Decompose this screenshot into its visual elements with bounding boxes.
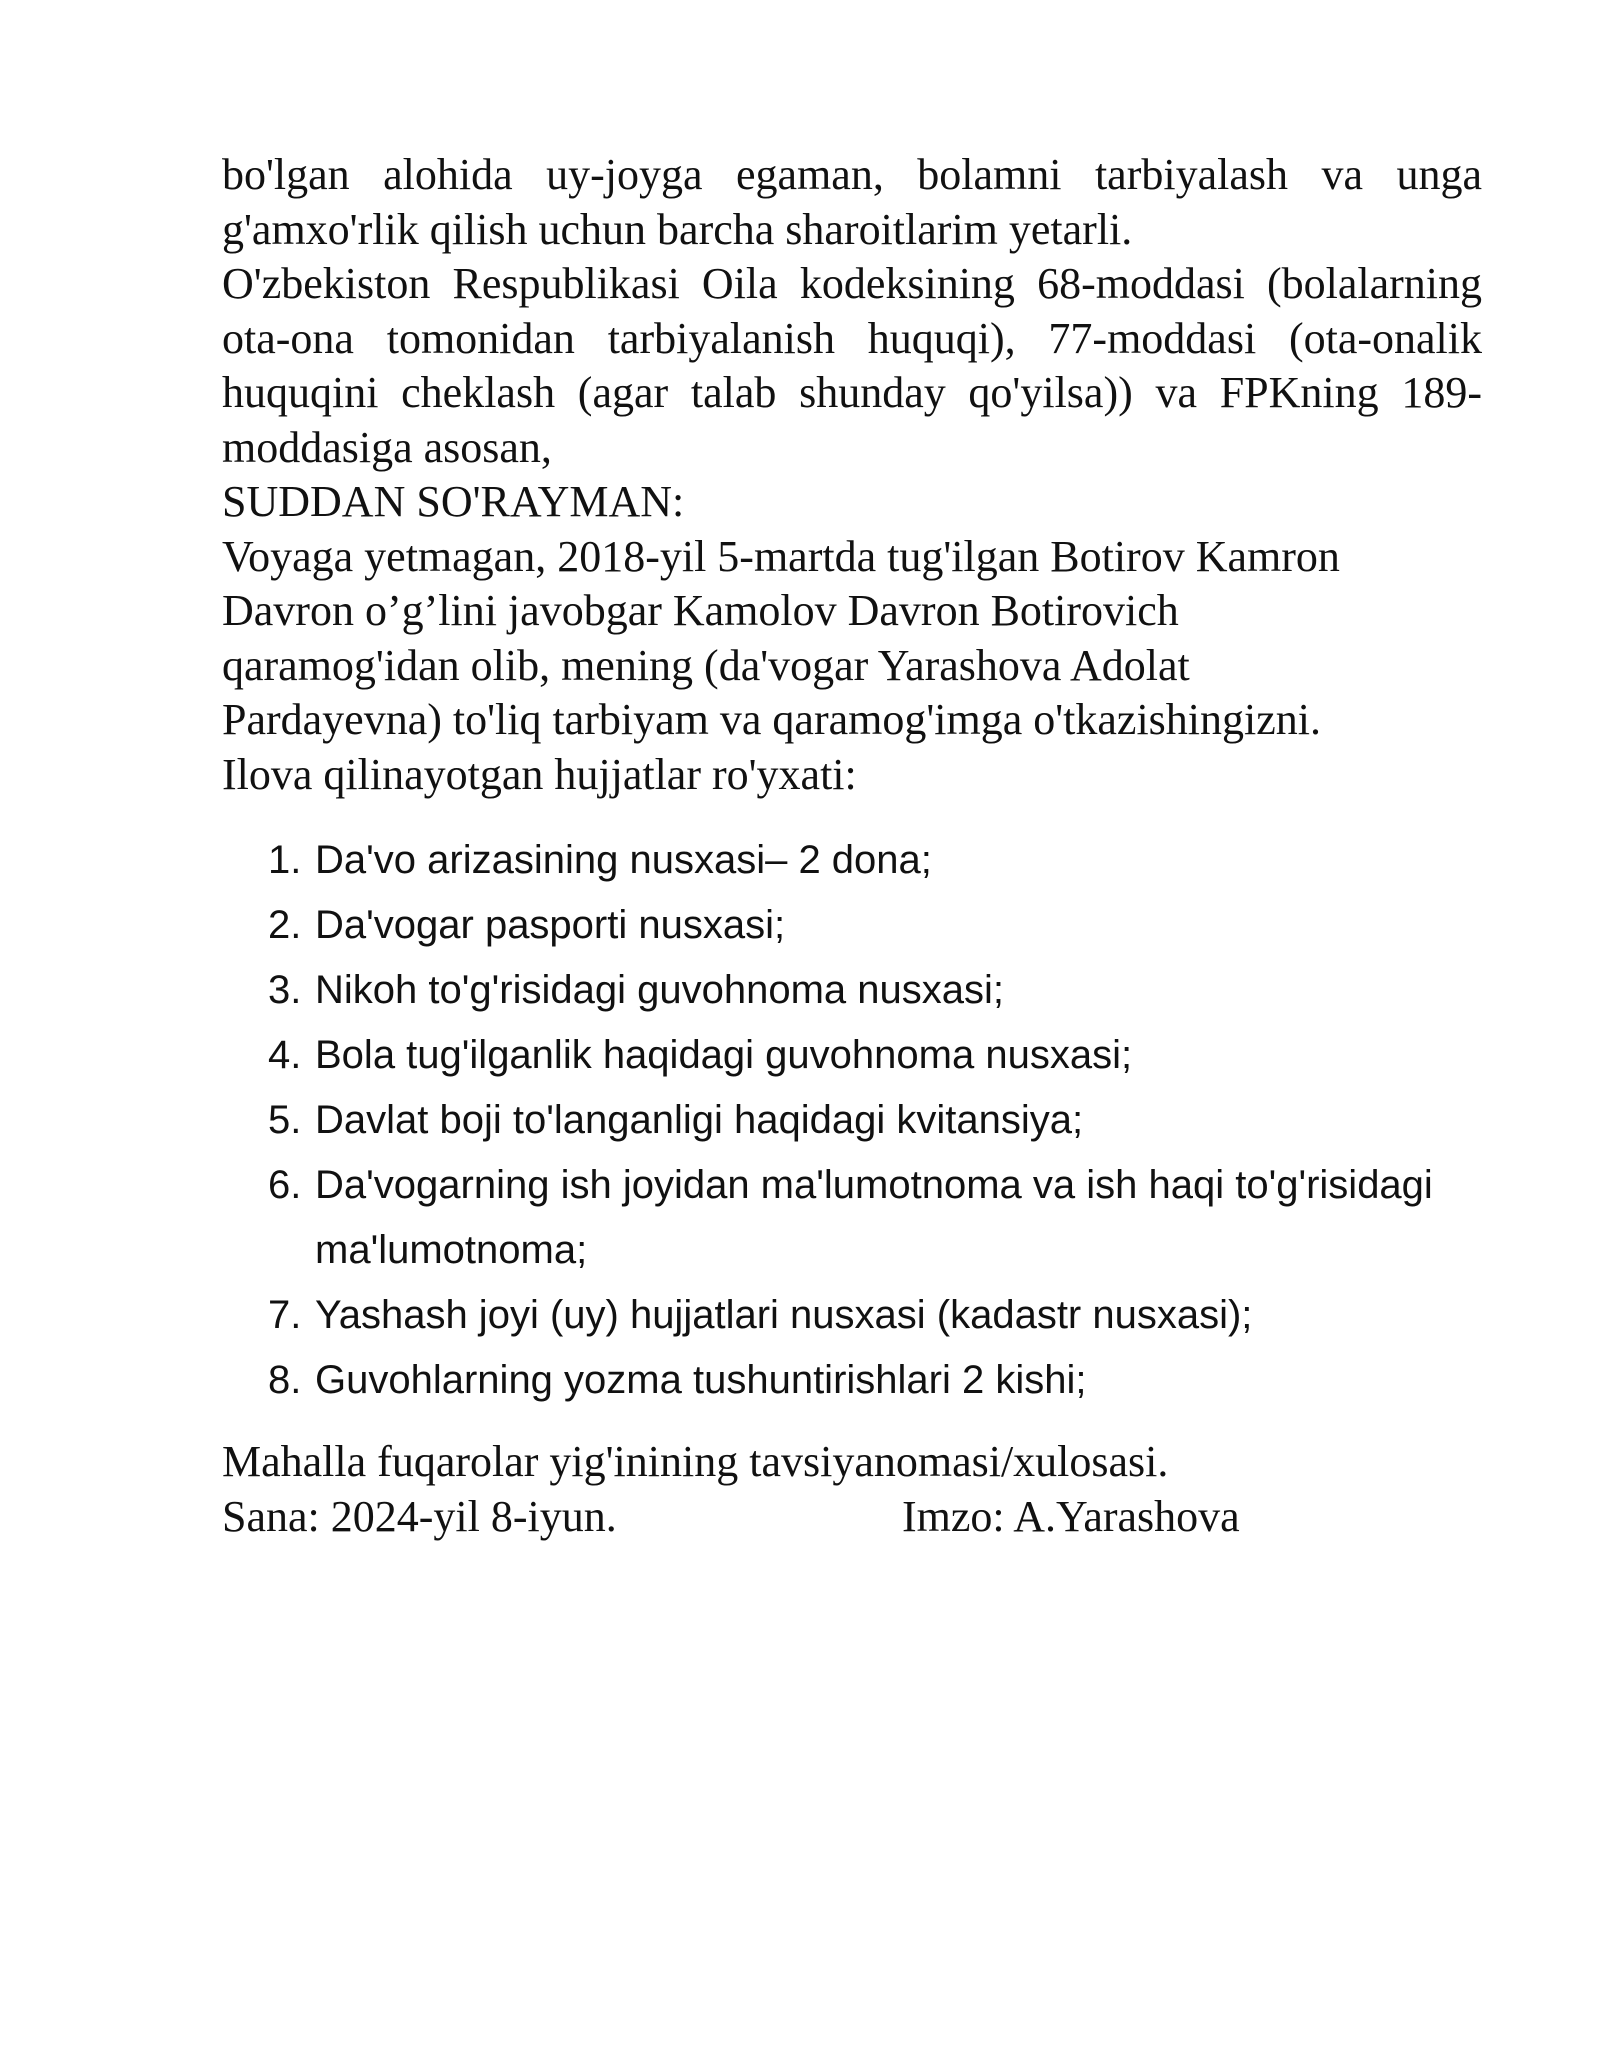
attachment-number: 2. [268,903,302,947]
attachment-item [222,1023,1482,1088]
attachment-number: 8. [268,1358,302,1402]
attachment-text: Davlat boji to'langanligi haqidagi kvitansiya; [315,1098,1084,1142]
attachment-text: Guvohlarning yozma tushuntirishlari 2 kishi; [315,1358,1087,1402]
attachment-text: Da'vogar pasporti nusxasi; [315,903,786,947]
attachment-item [222,1348,1482,1413]
legal-basis-paragraph: O'zbekiston Respublikasi Oila kodeksining 68-moddasi (bolalarning ota-ona tomonidan tarbiyalanish huquqi), 77-moddasi (ota-onalik huquqini cheklash (agar talab shunday qo'yilsa)) va FPKning 189-moddasiga asosan, [222,259,1482,472]
attachment-item [222,1088,1482,1153]
attachment-item [222,1283,1482,1348]
request-block [222,530,1482,748]
signature-row [222,1490,1482,1545]
signature-text: Imzo: A.Yarashova [902,1491,1240,1541]
attachments-list [222,828,1482,1413]
request-line: qaramog'idan olib, mening (da'vogar Yarashova Adolat [222,640,1190,690]
attachment-number: 5. [268,1098,302,1142]
attachment-item [222,828,1482,893]
request-line: Voyaga yetmagan, 2018-yil 5-martda tug'ilgan Botirov Kamron [222,531,1340,581]
date-text: Sana: 2024-yil 8-iyun. [222,1491,617,1541]
attachment-number: 4. [268,1033,302,1077]
attachment-text: Yashash joyi (uy) hujjatlari nusxasi (kadastr nusxasi); [315,1293,1253,1337]
request-heading: SUDDAN SO'RAYMAN: [222,477,685,526]
attachment-number: 1. [268,838,302,882]
attachment-number: 3. [268,968,302,1012]
attachment-text: Da'vo arizasining nusxasi– 2 dona; [315,838,932,882]
document-page [222,148,1482,1544]
attachment-item [222,1153,1482,1283]
attachment-number: 6. [268,1163,302,1207]
request-line: Davron o’g’lini javobgar Kamolov Davron Botirovich [222,586,1179,635]
attachment-item [222,958,1482,1023]
attachment-text: Nikoh to'g'risidagi guvohnoma nusxasi; [315,968,1004,1012]
request-line: Pardayevna) to'liq tarbiyam va qaramog'imga o'tkazishingizni. [222,695,1322,744]
attachments-title: Ilova qilinayotgan hujjatlar ro'yxati: [222,749,857,799]
closing-line: Mahalla fuqarolar yig'inining tavsiyanomasi/xulosasi. [222,1437,1169,1486]
attachment-text: Da'vogarning ish joyidan ma'lumotnoma va ish haqi to'g'risidagi ma'lumotnoma; [315,1163,1433,1272]
attachment-number: 7. [268,1293,302,1337]
attachment-text: Bola tug'ilganlik haqidagi guvohnoma nusxasi; [315,1033,1133,1077]
attachment-item [222,893,1482,958]
housing-paragraph: bo'lgan alohida uy-joyga egaman, bolamni tarbiyalash va unga g'amxo'rlik qilish uchun barcha sharoitlarim yetarli. [222,150,1482,254]
